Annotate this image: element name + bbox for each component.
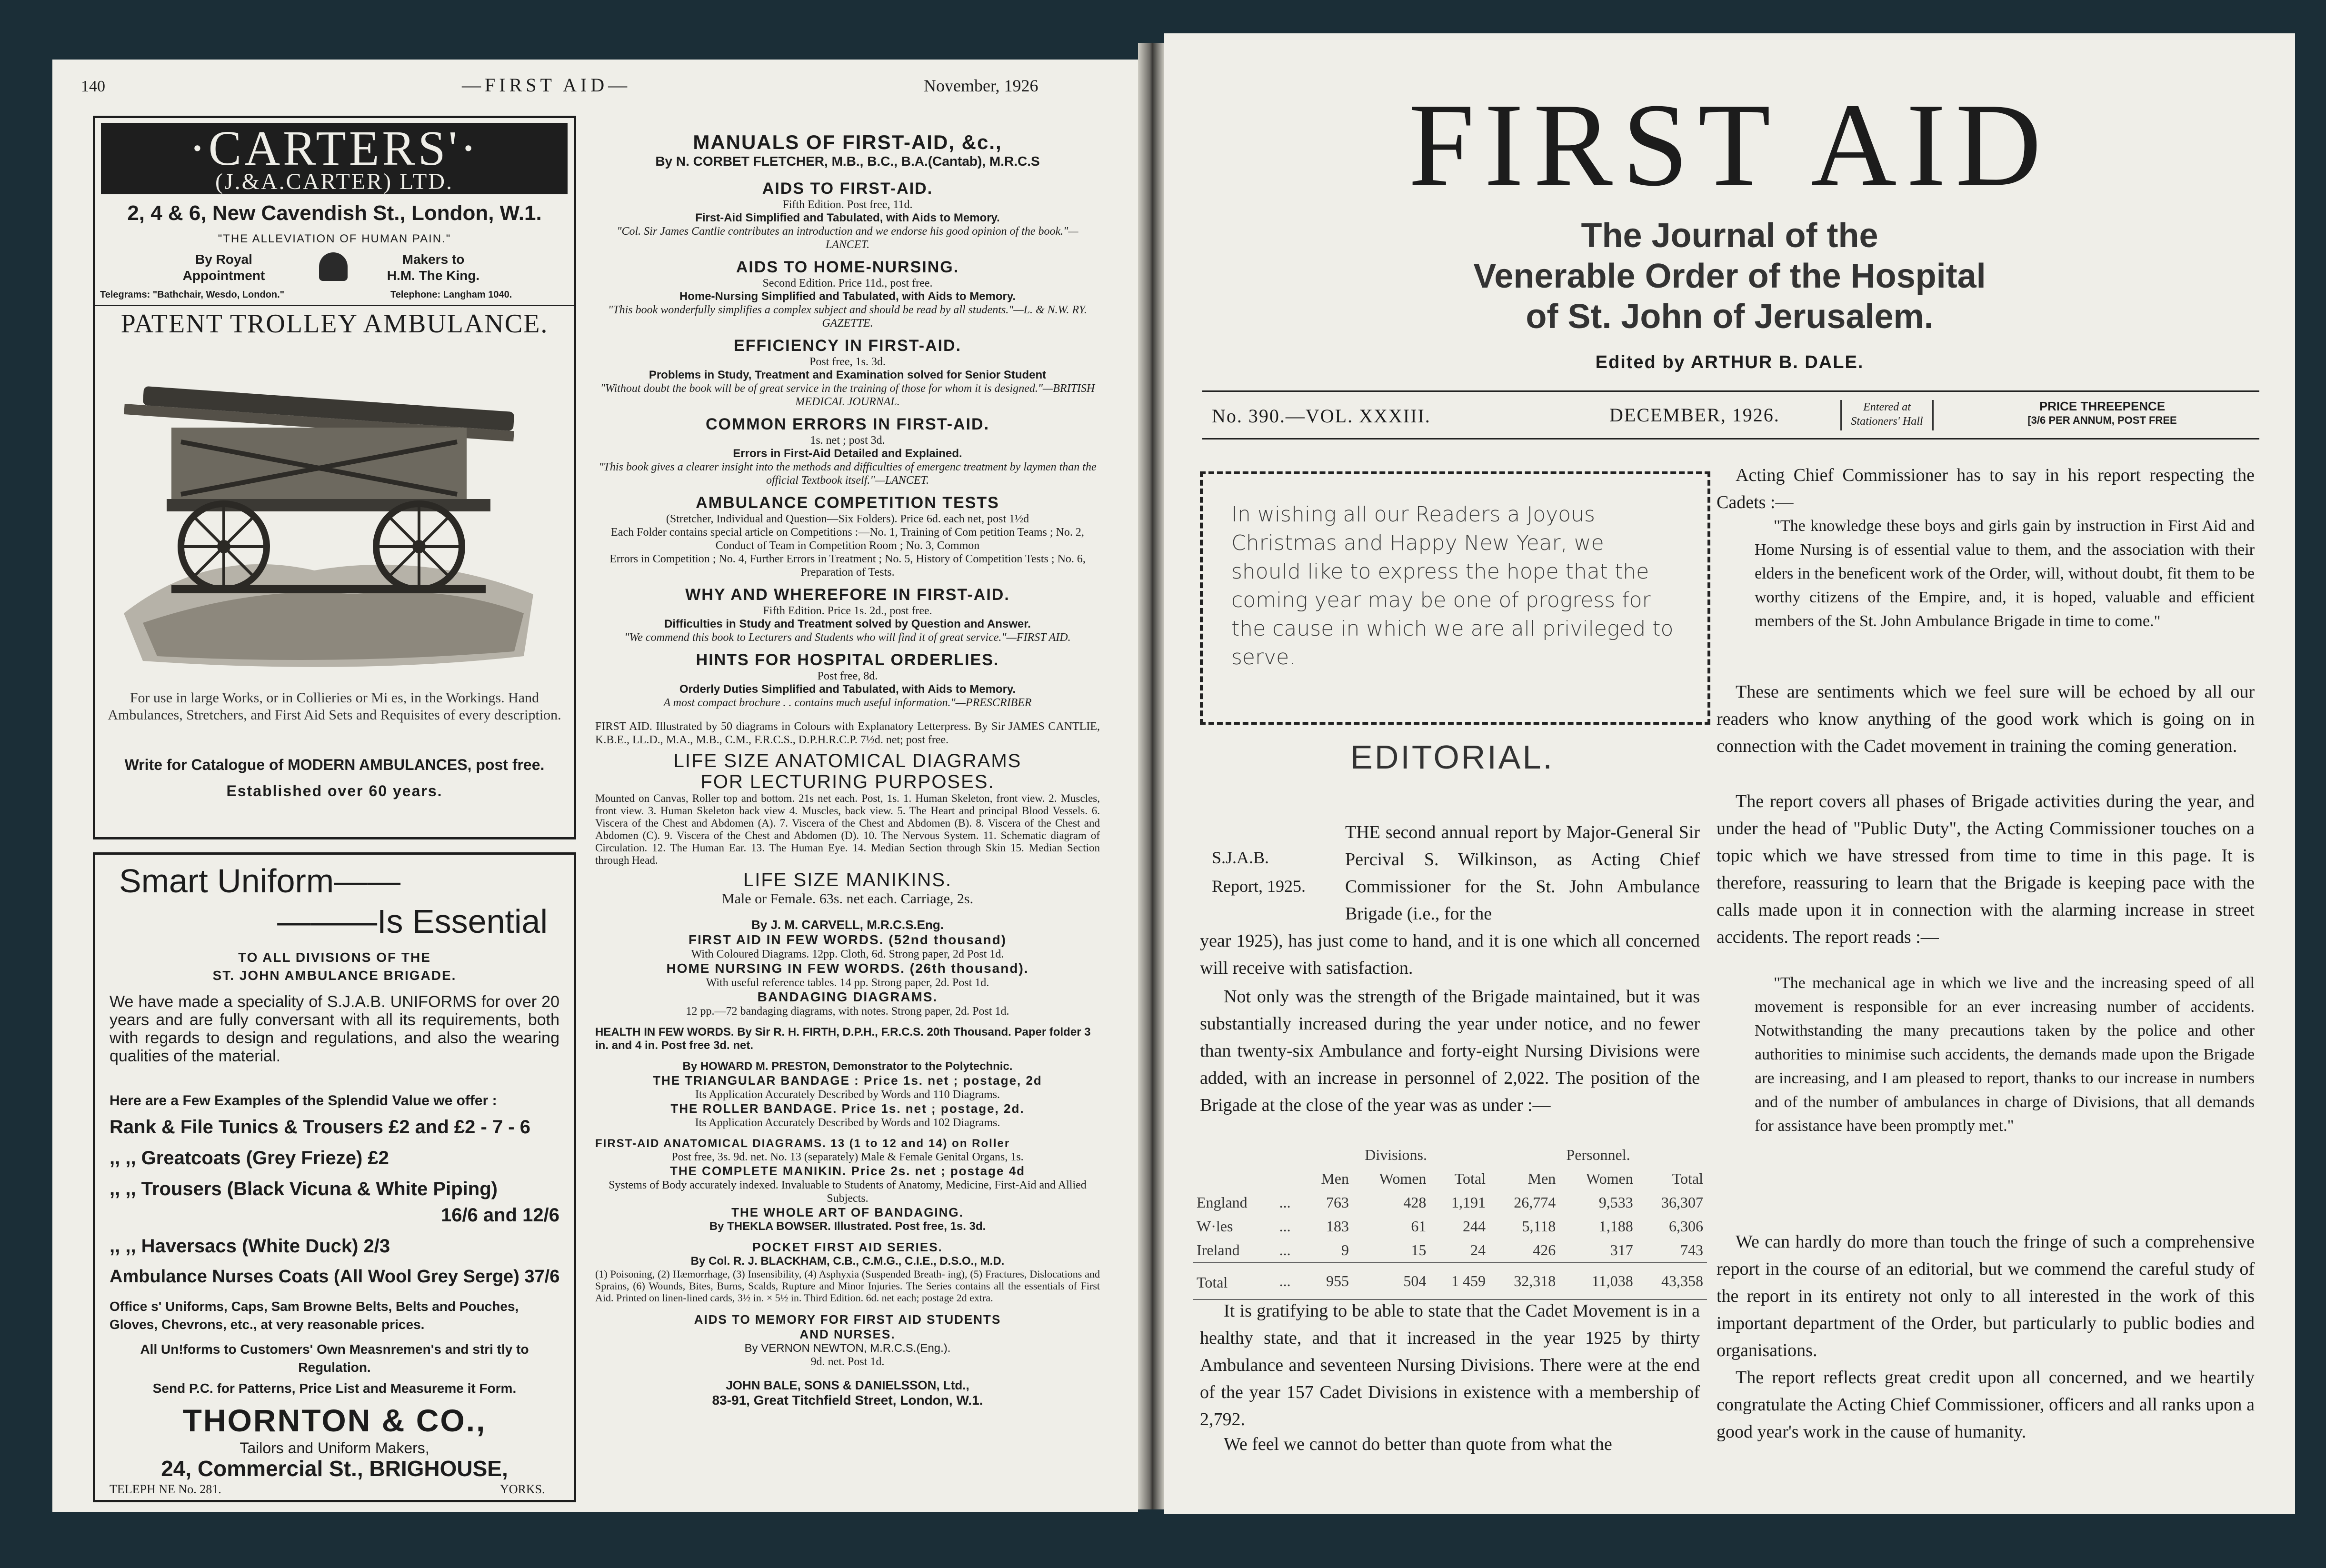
column2-para-2: These are sentiments which we feel sure will be echoed by all our readers who know anything of the good work which is going on in connection with the Cadet movement in training the coming generation. xyxy=(1717,682,2255,756)
anatomical-line: By THEKLA BOWSER. Illustrated. Post free, 1s. 3d. xyxy=(709,1220,986,1233)
thornton-address: 24, Commercial St., BRIGHOUSE, xyxy=(161,1456,508,1481)
manual-line: "We commend this book to Lecturers and Students who will find it of great service."—FIRST AID. xyxy=(624,631,1071,644)
table-cell: 244 xyxy=(1463,1218,1486,1235)
carvell-line: With Coloured Diagrams. 12pp. Cloth, 6d. Strong paper, 2d Post 1d. xyxy=(691,948,1004,960)
manual-block xyxy=(595,180,1100,251)
thornton-county: YORKS. xyxy=(500,1482,545,1496)
column2-para-4: We can hardly do more than touch the fringe of such a comprehensive report in the course of an editorial, but we commend the careful study of the report in its entirety not only to all interested in the work of this important department of the Order, but particularly to public bodies and organisations. xyxy=(1717,1232,2255,1360)
editorial-para-1b: year 1925), has just come to hand, and it is one which all concerned will receive with satisfaction. xyxy=(1200,931,1700,978)
carvell-line: FIRST AID IN FEW WORDS. (52nd thousand) xyxy=(688,932,1007,947)
carters-brand: ·CARTERS'· xyxy=(189,121,479,176)
uniform-advert xyxy=(93,852,576,1502)
manual-line: Difficulties in Study and Treatment solved by Question and Answer. xyxy=(664,618,1031,630)
table-cell: 6,306 xyxy=(1669,1218,1703,1235)
preston-line: Its Application Accurately Described by Words and 110 Diagrams. xyxy=(695,1089,1000,1101)
pocket-line: POCKET FIRST AID SERIES. xyxy=(752,1240,943,1254)
issue-number: No. 390.—VOL. XXXIII. xyxy=(1212,405,1431,427)
manikins-title: LIFE SIZE MANIKINS. xyxy=(743,869,952,890)
manual-line: Errors in First-Aid Detailed and Explained. xyxy=(733,447,962,460)
masthead-title: FIRST AID xyxy=(1408,79,2051,211)
column2-para-1: Acting Chief Commissioner has to say in his report respecting the Cadets :— xyxy=(1717,465,2255,512)
trolley-caption: For use in large Works, or in Collieries or Mi es, in the Workings. Hand Ambulances, Stretchers, and First Aid Sets and Requisites of every description. xyxy=(108,690,561,723)
table-cell: 5,118 xyxy=(1522,1218,1556,1235)
carvell-line: 12 pp.—72 bandaging diagrams, with notes. Strong paper, 2d. Post 1d. xyxy=(686,1005,1009,1018)
manual-block xyxy=(595,337,1100,409)
page-number: 140 xyxy=(81,78,105,95)
manual-line: Errors in Competition ; No. 4, Further Errors in Treatment ; No. 5, History of Competition Tests ; No. 6, Preparation of Tests. xyxy=(609,553,1086,579)
uniform-heading-2: ———Is Essential xyxy=(277,903,548,940)
table-cell: 1 459 xyxy=(1451,1272,1486,1289)
manual-heading: EFFICIENCY IN FIRST-AID. xyxy=(733,337,962,355)
table-cell: 26,774 xyxy=(1514,1194,1556,1211)
anatomical-line: Post free, 3s. 9d. net. No. 13 (separately) Male & Female Genital Organs, 1s. xyxy=(671,1151,1024,1163)
manual-line: First-Aid Simplified and Tabulated, with Aids to Memory. xyxy=(695,211,1000,224)
trolley-ambulance-image xyxy=(114,347,543,675)
diagrams-title: LIFE SIZE ANATOMICAL DIAGRAMS FOR LECTURING PURPOSES. xyxy=(673,750,1022,792)
uniform-heading-1: Smart Uniform—— xyxy=(119,862,401,899)
table-cell: 955 xyxy=(1326,1272,1349,1289)
catalogue-line: Write for Catalogue of MODERN AMBULANCES, post free. xyxy=(124,756,545,773)
manual-line: Fifth Edition. Price 1s. 2d., post free. xyxy=(763,605,932,617)
manuals-column xyxy=(595,131,1100,1408)
table-row-dots: ... xyxy=(1279,1272,1291,1289)
table-cell: 9 xyxy=(1341,1241,1349,1258)
editorial-para-2: Not only was the strength of the Brigade maintained, but it was substantially increased during the year under notice, and no fewer than twenty-six Ambulance and forty-eight Nursing Divisions were added, with an increase in personnel of 2,022. The position of the Brigade at the close of the year was as under :— xyxy=(1200,987,1700,1115)
thornton-teleph: TELEPH NE No. 281. xyxy=(110,1482,221,1496)
table-cell: 61 xyxy=(1411,1218,1427,1235)
memory-line: AIDS TO MEMORY FOR FIRST AID STUDENTS xyxy=(694,1312,1001,1327)
manual-block xyxy=(595,586,1100,644)
uniform-item-3-price: 16/6 and 12/6 xyxy=(440,1205,559,1226)
table-cell: 43,358 xyxy=(1661,1272,1703,1289)
manual-line: "This book wonderfully simplifies a complex subject and should be read by all students."—L. & N.W. RY. GAZETTE. xyxy=(608,304,1087,330)
preston-line: THE ROLLER BANDAGE. Price 1s. net ; postage, 2d. xyxy=(670,1101,1025,1116)
table-cell: 9,533 xyxy=(1598,1194,1633,1211)
page-date: November, 1926 xyxy=(924,76,1038,95)
memory-line: 9d. net. Post 1d. xyxy=(810,1356,885,1368)
preston-line: By HOWARD M. PRESTON, Demonstrator to the Polytechnic. xyxy=(682,1060,1013,1073)
manual-line: Orderly Duties Simplified and Tabulated, with Aids to Memory. xyxy=(679,683,1016,696)
anatomical-line: Systems of Body accurately indexed. Invaluable to Students of Anatomy, Medicine, First-Aid and Allied Subjects. xyxy=(609,1179,1087,1205)
manual-block xyxy=(595,651,1100,709)
carvell-line: With useful reference tables. 14 pp. Strong paper, 2d. Post 1d. xyxy=(706,977,989,989)
editorial-heading: EDITORIAL. xyxy=(1350,739,1554,776)
uniform-send-line: Send P.C. for Patterns, Price List and Measureme it Form. xyxy=(152,1381,517,1396)
uniform-examples: Here are a Few Examples of the Splendid Value we offer : xyxy=(110,1093,497,1109)
manual-line: Post free, 1s. 3d. xyxy=(809,356,886,368)
manual-block xyxy=(595,494,1100,579)
table-cell: 504 xyxy=(1403,1272,1427,1289)
manual-heading: AIDS TO HOME-NURSING. xyxy=(736,258,959,276)
table-row-label: W·les xyxy=(1197,1218,1233,1235)
editorial-para-1a: THE second annual report by Major-General Sir Percival S. Wilkinson, as Acting Chief Commissioner for the St. John Ambulance Brigade (i.e., for the xyxy=(1345,822,1700,924)
carvell-line: BANDAGING DIAGRAMS. xyxy=(757,989,938,1004)
table-group-divisions: Divisions. xyxy=(1365,1146,1427,1163)
uniform-item-3: ,, ,, Trousers (Black Vicuna & White Piping) xyxy=(110,1178,498,1199)
royal-appointment: By Royal Appointment xyxy=(182,252,265,283)
manual-heading: WHY AND WHEREFORE IN FIRST-AID. xyxy=(685,586,1010,604)
manual-line: "Col. Sir James Cantlie contributes an introduction and we endorse his good opinion of the book."—LANCET. xyxy=(617,225,1078,251)
first-aid-cantlie: FIRST AID. Illustrated by 50 diagrams in Colours with Explanatory Letterpress. By Sir JAMES CANTLIE, K.B.E., LL.D., M.A., M.B., C.M., F.R.C.S., D.P.H.R.C.P. 7½d. net; post free. xyxy=(595,720,1100,746)
thornton-sub: Tailors and Uniform Makers, xyxy=(240,1439,429,1457)
manual-line: "This book gives a clearer insight into the methods and difficulties of emergenc treatment by laymen than the official Textbook itself."—LANCET. xyxy=(599,461,1097,487)
table-cell: 15 xyxy=(1411,1241,1427,1258)
uniform-sub-2: ST. JOHN AMBULANCE BRIGADE. xyxy=(212,968,457,983)
anatomical-line: FIRST-AID ANATOMICAL DIAGRAMS. 13 (1 to 12 and 14) on Roller xyxy=(595,1137,1010,1150)
manual-line: A most compact brochure . . contains much useful information."—PRESCRIBER xyxy=(663,697,1032,709)
uniform-item-4: ,, ,, Haversacs (White Duck) 2/3 xyxy=(110,1236,390,1257)
pocket-line: By Col. R. J. BLACKHAM, C.B., C.M.G., C.I.E., D.S.O., M.D. xyxy=(690,1255,1005,1268)
entered-stationers-hall: Entered at Stationers' Hall xyxy=(1840,400,1934,430)
price-line: PRICE THREEPENCE xyxy=(2039,399,2166,413)
table-col-header: Women xyxy=(1379,1170,1427,1187)
manual-block xyxy=(595,415,1100,487)
carters-telephone: Telephone: Langham 1040. xyxy=(390,290,512,300)
table-row-label: England xyxy=(1197,1194,1248,1211)
uniform-sub-1: TO ALL DIVISIONS OF THE xyxy=(238,950,431,965)
pocket-line: (1) Poisoning, (2) Hæmorrhage, (3) Insensibility, (4) Asphyxia (Suspended Breath- ing), (5) Fractures, Dislocations and Sprains, (6) Wounds, Bites, Burns, Scalds, Rupture and Minor Injuries. The Series contains all the essentials of First Aid. Printed on linen-lined cards, 3½ in. × 5½ in. Third Edition. 6d. net each; postage 2d extra. xyxy=(595,1268,1100,1304)
running-title: —FIRST AID— xyxy=(462,74,631,96)
carters-address: 2, 4 & 6, New Cavendish St., London, W.1. xyxy=(127,201,542,225)
table-cell: 24 xyxy=(1470,1241,1486,1258)
uniform-office-line: Office s' Uniforms, Caps, Sam Browne Belts, Belts and Pouches, Gloves, Chevrons, etc., at very reasonable prices. xyxy=(110,1299,519,1332)
carters-tagline: "THE ALLEVIATION OF HUMAN PAIN." xyxy=(218,232,451,245)
manual-heading: AMBULANCE COMPETITION TESTS xyxy=(696,494,999,512)
editorial-para-4: We feel we cannot do better than quote from what the xyxy=(1224,1434,1612,1454)
carters-company: (J.&A.CARTER) LTD. xyxy=(215,169,453,194)
publisher-line: 83-91, Great Titchfield Street, London, W.1. xyxy=(712,1393,983,1408)
table-row-dots: ... xyxy=(1279,1241,1291,1258)
manuals-byline: By N. CORBET FLETCHER, M.B., B.C., B.A.(Cantab), M.R.C.S xyxy=(655,154,1040,169)
thornton-firm: THORNTON & CO., xyxy=(182,1403,487,1438)
manual-line: Post free, 8d. xyxy=(817,670,878,682)
table-cell: 183 xyxy=(1326,1218,1349,1235)
table-row xyxy=(1193,1190,1707,1214)
right-page xyxy=(1164,33,2295,1514)
anatomical-line: THE WHOLE ART OF BANDAGING. xyxy=(731,1205,964,1219)
carters-banner xyxy=(101,123,568,194)
memory-line: By VERNON NEWTON, M.R.C.S.(Eng.). xyxy=(744,1342,951,1355)
manual-block xyxy=(595,258,1100,330)
side-heading-2: Report, 1925. xyxy=(1212,877,1306,896)
table-col-header: Total xyxy=(1672,1170,1703,1187)
manual-line: Each Folder contains special article on Competitions :—No. 1, Training of Com petition Teams ; No. 2, Conduct of Team in Competition Room ; No. 3, Common xyxy=(611,526,1084,552)
table-col-header: Men xyxy=(1527,1170,1556,1187)
manual-line: (Stretcher, Individual and Question—Six Folders). Price 6d. each net, post 1½d xyxy=(666,513,1029,525)
makers-to-king: Makers to H.M. The King. xyxy=(387,252,480,283)
product-title: PATENT TROLLEY AMBULANCE. xyxy=(120,309,549,339)
table-row xyxy=(1193,1238,1707,1262)
manual-line: Fifth Edition. Post free, 11d. xyxy=(782,199,913,211)
table-row-label: Total xyxy=(1197,1274,1228,1291)
editorial-para-3: It is gratifying to be able to state that the Cadet Movement is in a healthy state, and that it increased in the year 1925 by thirty Ambulance and seventeen Nursing Divisions. There were at the end of the year 157 Cadet Divisions in existence with a membership of 2,792. xyxy=(1200,1301,1700,1429)
manual-line: Problems in Study, Treatment and Examination solved for Senior Student xyxy=(649,369,1047,381)
established-line: Established over 60 years. xyxy=(226,782,443,799)
table-cell: 11,038 xyxy=(1591,1272,1633,1289)
column2-para-5: The report reflects great credit upon all concerned, and we heartily congratulate the Acting Chief Commissioner, officers and all ranks upon a good year's work in the cause of humanity. xyxy=(1717,1368,2255,1442)
journal-subtitle-3: of St. John of Jerusalem. xyxy=(1526,298,1934,336)
table-cell: 426 xyxy=(1533,1241,1556,1258)
price-subline: [3/6 PER ANNUM, POST FREE xyxy=(2027,414,2177,426)
table-row xyxy=(1193,1214,1707,1238)
manual-heading: COMMON ERRORS IN FIRST-AID. xyxy=(705,415,990,433)
carvell-byline: By J. M. CARVELL, M.R.C.S.Eng. xyxy=(751,918,944,932)
table-col-header: Women xyxy=(1586,1170,1633,1187)
journal-editor: Edited by ARTHUR B. DALE. xyxy=(1595,352,1864,372)
manual-line: "Without doubt the book will be of great service in the training of those for whom it is designed."—BRITISH MEDICAL JOURNAL. xyxy=(600,382,1095,408)
diagrams-text: Mounted on Canvas, Roller top and bottom. 21s net each. Post, 1s. 1. Human Skeleton, front view. 2. Muscles, front view. 3. Human Skeleton back view 4. Muscles, back view. 5. The Heart and principal Blood Vessels. 6. Viscera of the Chest and Abdomen (A). 7. Viscera of the Chest and Abdomen (B). 8. Viscera of the Chest and Abdomen (C). 9. Viscera of the Chest and Abdomen (D). 10. The Nervous System. 11. Schematic diagram of Circulation. 12. The Human Ear. 13. The Human Eye. 14. Median Section through Skin 15. Median Section through Head. xyxy=(595,792,1100,866)
christmas-greeting: In wishing all our Readers a Joyous Christmas and Happy New Year, we should like to express the hope that the coming year may be one of progress for the cause in which we are all privileged to serve. xyxy=(1231,502,1674,669)
table-cell: 743 xyxy=(1680,1241,1703,1258)
health-line: HEALTH IN FEW WORDS. By Sir R. H. FIRTH, D.P.H., F.R.C.S. 20th Thousand. Paper folder 3 in. and 4 in. Post free 3d. net. xyxy=(595,1026,1091,1052)
table-total-row xyxy=(1193,1262,1707,1299)
table-cell: 763 xyxy=(1326,1194,1349,1211)
table-cell: 317 xyxy=(1610,1241,1633,1258)
carters-telegrams: Telegrams: "Bathchair, Wesdo, London." xyxy=(100,290,285,300)
manual-heading: AIDS TO FIRST-AID. xyxy=(762,180,933,198)
christmas-greeting-box xyxy=(1200,471,1710,725)
uniform-item-2: ,, ,, Greatcoats (Grey Frieze) £2 xyxy=(110,1148,389,1169)
book-gutter xyxy=(1138,43,1164,1509)
table-cell: 428 xyxy=(1403,1194,1427,1211)
table-group-personnel: Personnel. xyxy=(1566,1146,1630,1163)
table-cell: 1,188 xyxy=(1598,1218,1633,1235)
anatomical-line: THE COMPLETE MANIKIN. Price 2s. net ; postage 4d xyxy=(669,1164,1026,1178)
brigade-strength-table xyxy=(1193,1143,1707,1300)
left-page xyxy=(52,60,1138,1512)
journal-subtitle-1: The Journal of the xyxy=(1581,217,1878,255)
table-cell: 36,307 xyxy=(1661,1194,1703,1211)
preston-line: Its Application Accurately Described by Words and 102 Diagrams. xyxy=(695,1117,1000,1129)
manual-line: Home-Nursing Simplified and Tabulated, with Aids to Memory. xyxy=(679,290,1016,303)
uniform-intro: We have made a speciality of S.J.A.B. UNIFORMS for over 20 years and are fully conversant with all its requirements, both with regards to design and regulations, and also the wearing qualities of the material. xyxy=(110,993,559,1065)
issue-date: DECEMBER, 1926. xyxy=(1609,404,1780,426)
table-col-header: Men xyxy=(1321,1170,1349,1187)
manuals-title: MANUALS OF FIRST-AID, &c., xyxy=(693,131,1002,153)
uniform-item-5: Ambulance Nurses Coats (All Wool Grey Serge) 37/6 xyxy=(110,1267,560,1287)
column2-quote-1: "The knowledge these boys and girls gain by instruction in First Aid and Home Nursing is of essential value to them, and the association with their elders in the beneficent work of the Order, will, without doubt, fit them to be worthy citizens of the Empire, and, it is hoped, valuable and efficient members of the St. John Ambulance Brigade in time to come." xyxy=(1755,517,2255,630)
manual-line: Second Edition. Price 11d., post free. xyxy=(762,277,933,290)
publisher-line: JOHN BALE, SONS & DANIELSSON, Ltd., xyxy=(726,1378,969,1392)
preston-line: THE TRIANGULAR BANDAGE : Price 1s. net ; postage, 2d xyxy=(653,1073,1042,1088)
manual-heading: HINTS FOR HOSPITAL ORDERLIES. xyxy=(696,651,999,669)
table-cell: 1,191 xyxy=(1451,1194,1486,1211)
column2-para-3: The report covers all phases of Brigade activities during the year, and under the head of "Public Duty", the Acting Commissioner touches on a topic which we have stressed from time to time in this page. It is therefore, reassuring to learn that the Brigade is keeping pace with the calls made upon it in connection with the alarming increase in street accidents. The report reads :— xyxy=(1717,791,2255,947)
uniform-item-1: Rank & File Tunics & Trousers £2 and £2 - 7 - 6 xyxy=(110,1117,530,1138)
table-row-dots: ... xyxy=(1279,1218,1291,1235)
table-row-dots: ... xyxy=(1279,1194,1291,1211)
side-heading-1: S.J.A.B. xyxy=(1212,848,1269,867)
carters-advert xyxy=(93,116,576,839)
uniform-regulation-line: All Un!forms to Customers' Own Measnremen's and stri tly to Regulation. xyxy=(140,1342,529,1375)
table-col-header: Total xyxy=(1454,1170,1486,1187)
column2-quote-2: "The mechanical age in which we live and the increasing speed of all movement is responsible for an ever increasing number of accidents. Notwithstanding the many precautions taken by the police and other authorities to minimise such accidents, the demands made upon the Brigade are increasing, and I am pleased to report, thanks to our increase in numbers and of the number of ambulances in charge of Divisions, that all demands for assistance have been promptly met." xyxy=(1755,974,2255,1135)
carvell-line: HOME NURSING IN FEW WORDS. (26th thousand). xyxy=(666,961,1029,976)
manual-line: 1s. net ; post 3d. xyxy=(810,434,885,447)
royal-crest-icon xyxy=(319,252,348,281)
journal-subtitle-2: Venerable Order of the Hospital xyxy=(1473,257,1986,295)
table-cell: 32,318 xyxy=(1514,1272,1556,1289)
table-row-label: Ireland xyxy=(1197,1241,1240,1258)
manikins-text: Male or Female. 63s. net each. Carriage, 2s. xyxy=(721,891,974,907)
memory-line: AND NURSES. xyxy=(799,1327,896,1341)
